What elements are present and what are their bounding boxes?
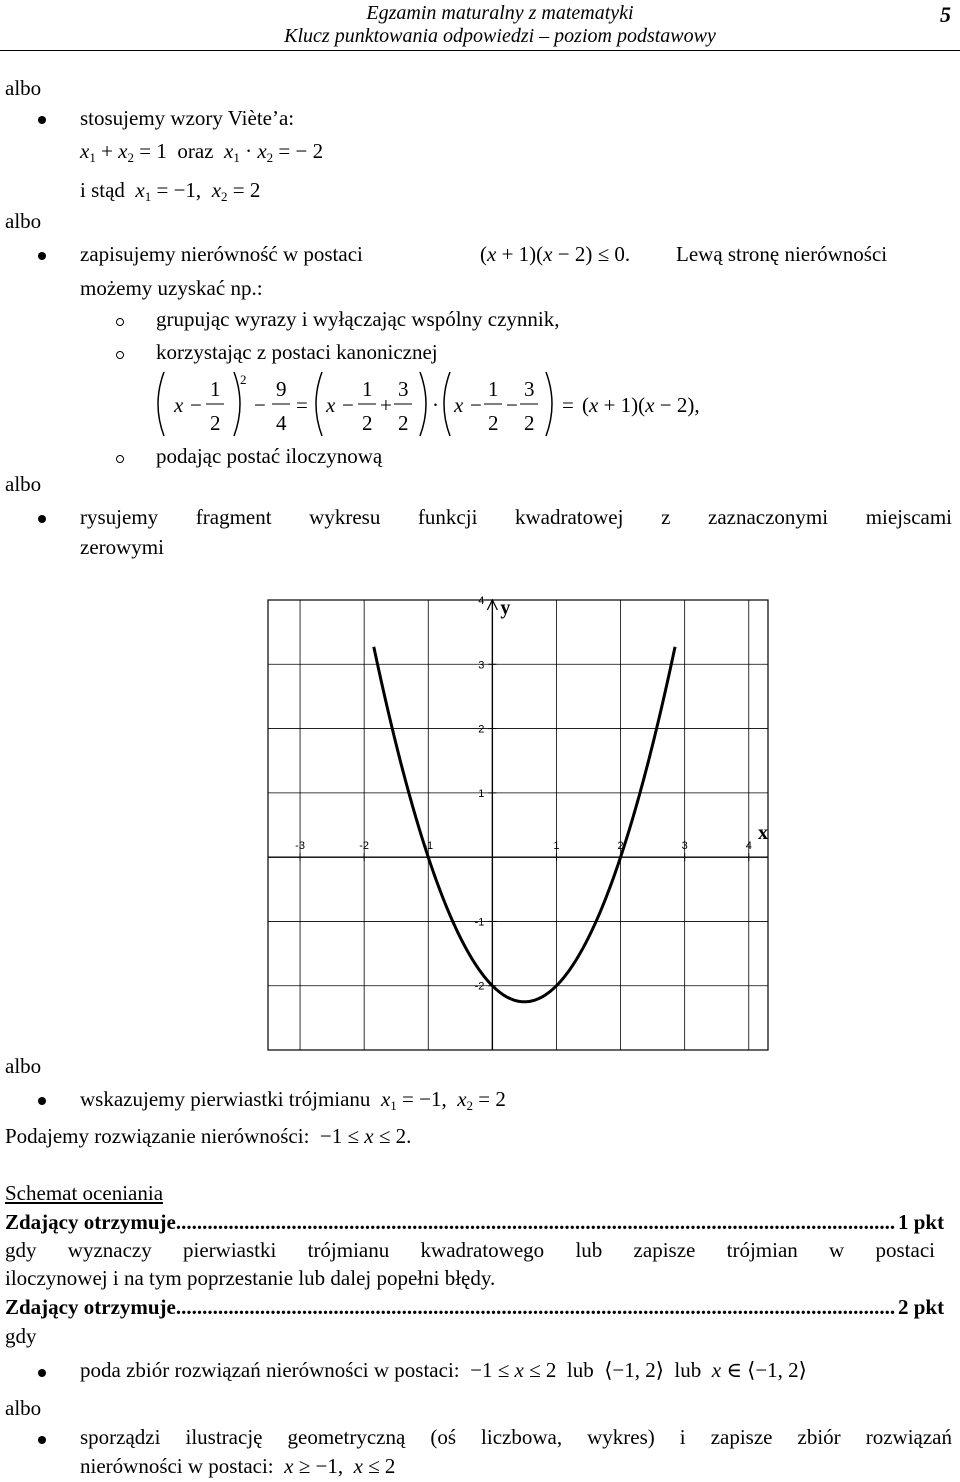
viete-intro: stosujemy wzory Viète’a:	[80, 106, 295, 130]
sub-bullet	[116, 318, 124, 326]
svg-text:·: ·	[432, 393, 439, 417]
header-rule	[0, 50, 960, 51]
svg-text:2: 2	[488, 411, 499, 435]
y-tick-label: 1	[478, 787, 485, 800]
product-text-b: Lewą stronę nierówności	[676, 242, 888, 266]
bullet	[38, 1369, 46, 1377]
svg-text:−: −	[506, 393, 518, 417]
product-text-c: możemy uzyskać np.:	[80, 276, 263, 300]
x-tick-label: 3	[681, 840, 688, 853]
bullet	[38, 116, 46, 124]
canonical-formula	[150, 368, 710, 440]
score-1-line: Zdający otrzymuje.........................................................................................................................................	[5, 1210, 896, 1234]
svg-text:1: 1	[362, 377, 373, 401]
parabola-series	[374, 647, 675, 1002]
score-2-option-2-b: nierówności w postaci: x ≥ −1, x ≤ 2	[80, 1454, 396, 1478]
method-product: podając postać iloczynową	[156, 444, 383, 468]
y-tick-label: -2	[474, 980, 485, 993]
method-canonical: korzystając z postaci kanonicznej	[156, 340, 438, 364]
graph-text: rysujemy fragment wykresu funkcji kwadratowej z zaznaczonymi miejscami	[80, 505, 952, 529]
schema-title: Schemat oceniania	[5, 1181, 164, 1205]
svg-text:2: 2	[210, 411, 221, 435]
y-tick-label: 3	[478, 659, 485, 672]
x-tick-label: -3	[295, 840, 305, 853]
score-2-option-2: sporządzi ilustrację geometryczną (oś liczbowa, wykres) i zapisze zbiór rozwiązań	[80, 1425, 952, 1449]
y-axis-label: y	[500, 597, 511, 619]
score-1-points: 1 pkt	[898, 1210, 945, 1234]
score-2-gdy: gdy	[5, 1324, 37, 1348]
bullet	[38, 252, 46, 260]
x-tick-label: -2	[359, 840, 370, 853]
score-2-option-1: poda zbiór rozwiązań nierówności w postaci: −1 ≤ x ≤ 2 lub ⟨−1, 2⟩ lub x ∈ ⟨−1, 2⟩	[80, 1358, 807, 1382]
parabola-chart	[258, 590, 778, 1055]
score-1-desc-b: iloczynowej i na tym poprzestanie lub dalej popełni błędy.	[5, 1266, 496, 1290]
viete-formula: $x_1 + x_2 = 1$ oraz $x_1 \cdot x_2$ = − 2	[80, 139, 324, 165]
x-tick-label: 2	[617, 840, 624, 853]
svg-text:2: 2	[398, 411, 409, 435]
albo-label: albo	[5, 76, 42, 100]
bullet	[38, 1436, 46, 1444]
svg-text:x: x	[326, 393, 336, 417]
svg-text:=: =	[296, 393, 308, 417]
y-tick-label: 4	[478, 595, 485, 607]
score-2-line: Zdający otrzymuje.........................................................................................................................................	[5, 1295, 896, 1319]
score-2-points: 2 pkt	[898, 1295, 945, 1319]
albo-label: albo	[5, 1054, 42, 1078]
score-1-desc: gdy wyznaczy pierwiastki trójmianu kwadratowego lub zapisze trójmian w postaci	[5, 1238, 935, 1262]
svg-text:−: −	[470, 393, 482, 417]
svg-text:+: +	[380, 393, 392, 417]
roots-line: wskazujemy pierwiastki trójmianu $x_1 = -1$, $x_2 = 2$	[80, 1087, 506, 1113]
graph-text-b: zerowymi	[80, 535, 164, 559]
svg-text:4: 4	[276, 411, 287, 435]
sub-bullet	[116, 455, 124, 463]
albo-label: albo	[5, 209, 42, 233]
svg-text:2: 2	[240, 372, 247, 387]
product-text: zapisujemy nierówność w postaci	[80, 242, 363, 266]
method-grouping: grupując wyrazy i wyłączając wspólny czynnik,	[156, 307, 560, 331]
x-tick-label: -1	[423, 840, 434, 853]
albo-label: albo	[5, 1396, 42, 1420]
bullet	[38, 1097, 46, 1105]
svg-text:1: 1	[210, 377, 221, 401]
svg-text:x: x	[174, 393, 184, 417]
product-formula: (x + 1)(x − 2) ≤ 0.	[480, 242, 631, 266]
page-number: 5	[940, 2, 951, 27]
svg-text:x: x	[454, 393, 464, 417]
y-tick-label: 2	[478, 723, 485, 736]
x-tick-label: 1	[553, 840, 560, 853]
header-key-title: Klucz punktowania odpowiedzi – poziom podstawowy	[284, 25, 716, 47]
svg-text:2: 2	[524, 411, 535, 435]
svg-text:3: 3	[398, 377, 409, 401]
solution-line: Podajemy rozwiązanie nierówności: −1 ≤ x ≤ 2.	[5, 1124, 412, 1148]
x-tick-label: 4	[745, 840, 752, 853]
svg-text:−: −	[342, 393, 354, 417]
svg-text:2: 2	[362, 411, 373, 435]
svg-text:3: 3	[524, 377, 535, 401]
viete-result: i stąd $x_1 = -1$, $x_2 = 2$	[80, 178, 261, 204]
svg-text:−: −	[254, 393, 266, 417]
sub-bullet	[116, 351, 124, 359]
albo-label: albo	[5, 472, 42, 496]
svg-text:=: =	[562, 393, 574, 417]
svg-text:(x + 1)(x − 2),: (x + 1)(x − 2),	[582, 393, 700, 417]
svg-text:9: 9	[276, 377, 287, 401]
svg-text:1: 1	[488, 377, 499, 401]
bullet	[38, 515, 46, 523]
plot-frame	[268, 600, 768, 1050]
svg-text:−: −	[190, 393, 202, 417]
header-exam-title: Egzamin maturalny z matematyki	[366, 2, 634, 24]
y-tick-label: -1	[474, 916, 485, 929]
x-axis-label: x	[758, 822, 768, 845]
